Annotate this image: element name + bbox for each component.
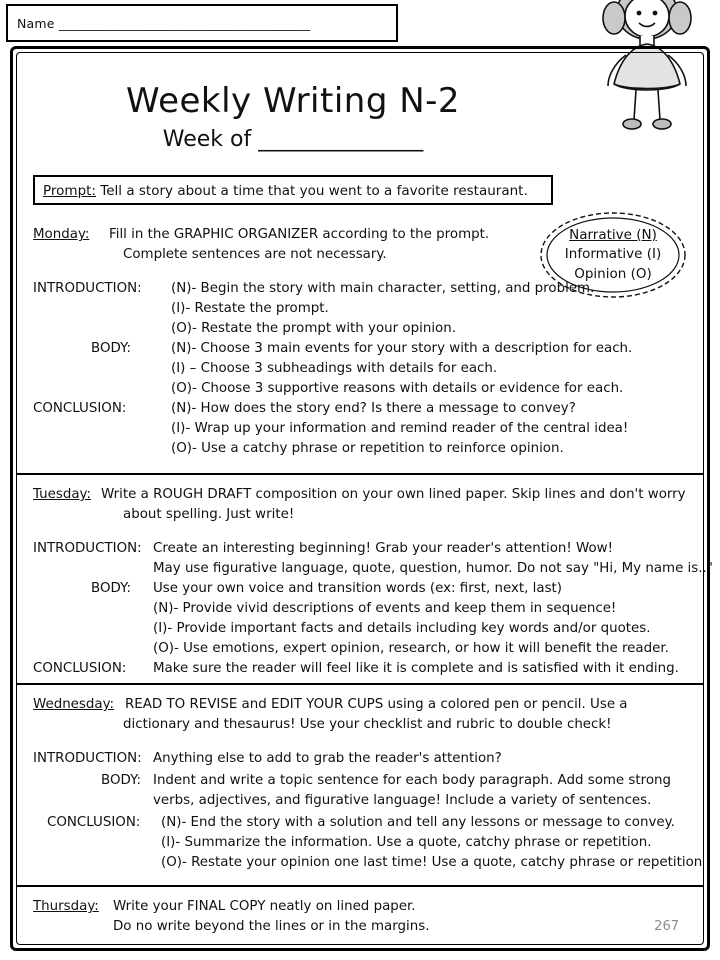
wednesday-introduction-item-1: Anything else to add to grab the reader's attention? <box>153 751 502 766</box>
day-label-thursday: Thursday: <box>33 899 99 914</box>
tuesday-conclusion-label: CONCLUSION: <box>33 661 127 676</box>
monday-body-label: BODY: <box>91 341 131 356</box>
genre-narrative: Narrative (N) <box>569 226 657 243</box>
section-divider-1 <box>17 473 703 475</box>
monday-conclusion-item-1: (N)- How does the story end? Is there a message to convey? <box>171 401 576 416</box>
tuesday-body-item-4: (O)- Use emotions, expert opinion, research, or how it will benefit the reader. <box>153 641 669 656</box>
week-of-label: Week of <box>162 127 252 152</box>
week-of-field[interactable] <box>13 127 573 152</box>
day-label-wednesday: Wednesday: <box>33 697 115 712</box>
monday-body-item-1: (N)- Choose 3 main events for your story with a description for each. <box>171 341 633 356</box>
genre-informative: Informative (I) <box>564 246 662 263</box>
prompt-label: Prompt: <box>43 183 96 199</box>
tuesday-conclusion-item-1: Make sure the reader will feel like it is complete and is satisfied with it ending. <box>153 661 679 676</box>
monday-introduction-item-1: (N)- Begin the story with main character, setting, and problem. <box>171 281 595 296</box>
week-of-line: _______________ <box>258 127 424 152</box>
name-label: Name _______________________________________ <box>17 16 311 31</box>
prompt-text <box>43 183 528 199</box>
section-divider-3 <box>17 885 703 887</box>
thursday-intro-line-2: Do no write beyond the lines or in the margins. <box>113 919 430 934</box>
monday-introduction-item-2: (I)- Restate the prompt. <box>171 301 329 316</box>
wednesday-conclusion-item-3: (O)- Restate your opinion one last time! Use a quote, catchy phrase or repetition <box>161 855 703 870</box>
wednesday-body-item-1: Indent and write a topic sentence for each body paragraph. Add some strong <box>153 773 672 788</box>
tuesday-body-label: BODY: <box>91 581 131 596</box>
wednesday-conclusion-label: CONCLUSION: <box>47 815 141 830</box>
monday-conclusion-label: CONCLUSION: <box>33 401 127 416</box>
monday-intro-line-2: Complete sentences are not necessary. <box>123 247 387 262</box>
wednesday-conclusion-item-2: (I)- Summarize the information. Use a quote, catchy phrase or repetition. <box>161 835 652 850</box>
wednesday-conclusion-item-1: (N)- End the story with a solution and tell any lessons or message to convey. <box>161 815 675 830</box>
prompt-box <box>33 175 553 205</box>
day-label-monday: Monday: <box>33 227 90 242</box>
wednesday-introduction-label: INTRODUCTION: <box>33 751 142 766</box>
monday-body-item-2: (I) – Choose 3 subheadings with details for each. <box>171 361 498 376</box>
page-number: 267 <box>654 919 679 934</box>
tuesday-body-item-2: (N)- Provide vivid descriptions of events and keep them in sequence! <box>153 601 617 616</box>
wednesday-intro-line-2: dictionary and thesaurus! Use your checklist and rubric to double check! <box>123 717 612 732</box>
section-divider-2 <box>17 683 703 685</box>
worksheet-sheet <box>10 46 713 951</box>
monday-conclusion-item-3: (O)- Use a catchy phrase or repetition to reinforce opinion. <box>171 441 564 456</box>
tuesday-intro-line-2: about spelling. Just write! <box>123 507 295 522</box>
prompt-value: Tell a story about a time that you went to a favorite restaurant. <box>100 183 528 199</box>
tuesday-introduction-label: INTRODUCTION: <box>33 541 142 556</box>
wednesday-body-item-2: verbs, adjectives, and figurative language! Include a variety of sentences. <box>153 793 652 808</box>
thursday-intro-line-1: Write your FINAL COPY neatly on lined paper. <box>113 899 416 914</box>
monday-conclusion-item-2: (I)- Wrap up your information and remind reader of the central idea! <box>171 421 629 436</box>
wednesday-intro-line-1: READ TO REVISE and EDIT YOUR CUPS using a colored pen or pencil. Use a <box>125 697 628 712</box>
wednesday-body-label: BODY: <box>101 773 141 788</box>
monday-body-item-3: (O)- Choose 3 supportive reasons with details or evidence for each. <box>171 381 624 396</box>
page-title: Weekly Writing N-2 <box>125 81 461 121</box>
name-field-box[interactable] <box>6 4 398 42</box>
tuesday-introduction-item-2: May use figurative language, quote, question, humor. Do not say "Hi, My name is.." <box>153 561 713 576</box>
tuesday-intro-line-1: Write a ROUGH DRAFT composition on your own lined paper. Skip lines and don't worry <box>101 487 686 502</box>
genre-opinion: Opinion (O) <box>574 265 652 282</box>
tuesday-introduction-item-1: Create an interesting beginning! Grab your reader's attention! Wow! <box>153 541 613 556</box>
tuesday-body-item-1: Use your own voice and transition words (ex: first, next, last) <box>153 581 563 596</box>
day-label-tuesday: Tuesday: <box>33 487 92 502</box>
monday-introduction-label: INTRODUCTION: <box>33 281 142 296</box>
tuesday-body-item-3: (I)- Provide important facts and details including key words and/or quotes. <box>153 621 651 636</box>
monday-introduction-item-3: (O)- Restate the prompt with your opinion. <box>171 321 456 336</box>
monday-intro-line-1: Fill in the GRAPHIC ORGANIZER according to the prompt. <box>109 227 490 242</box>
